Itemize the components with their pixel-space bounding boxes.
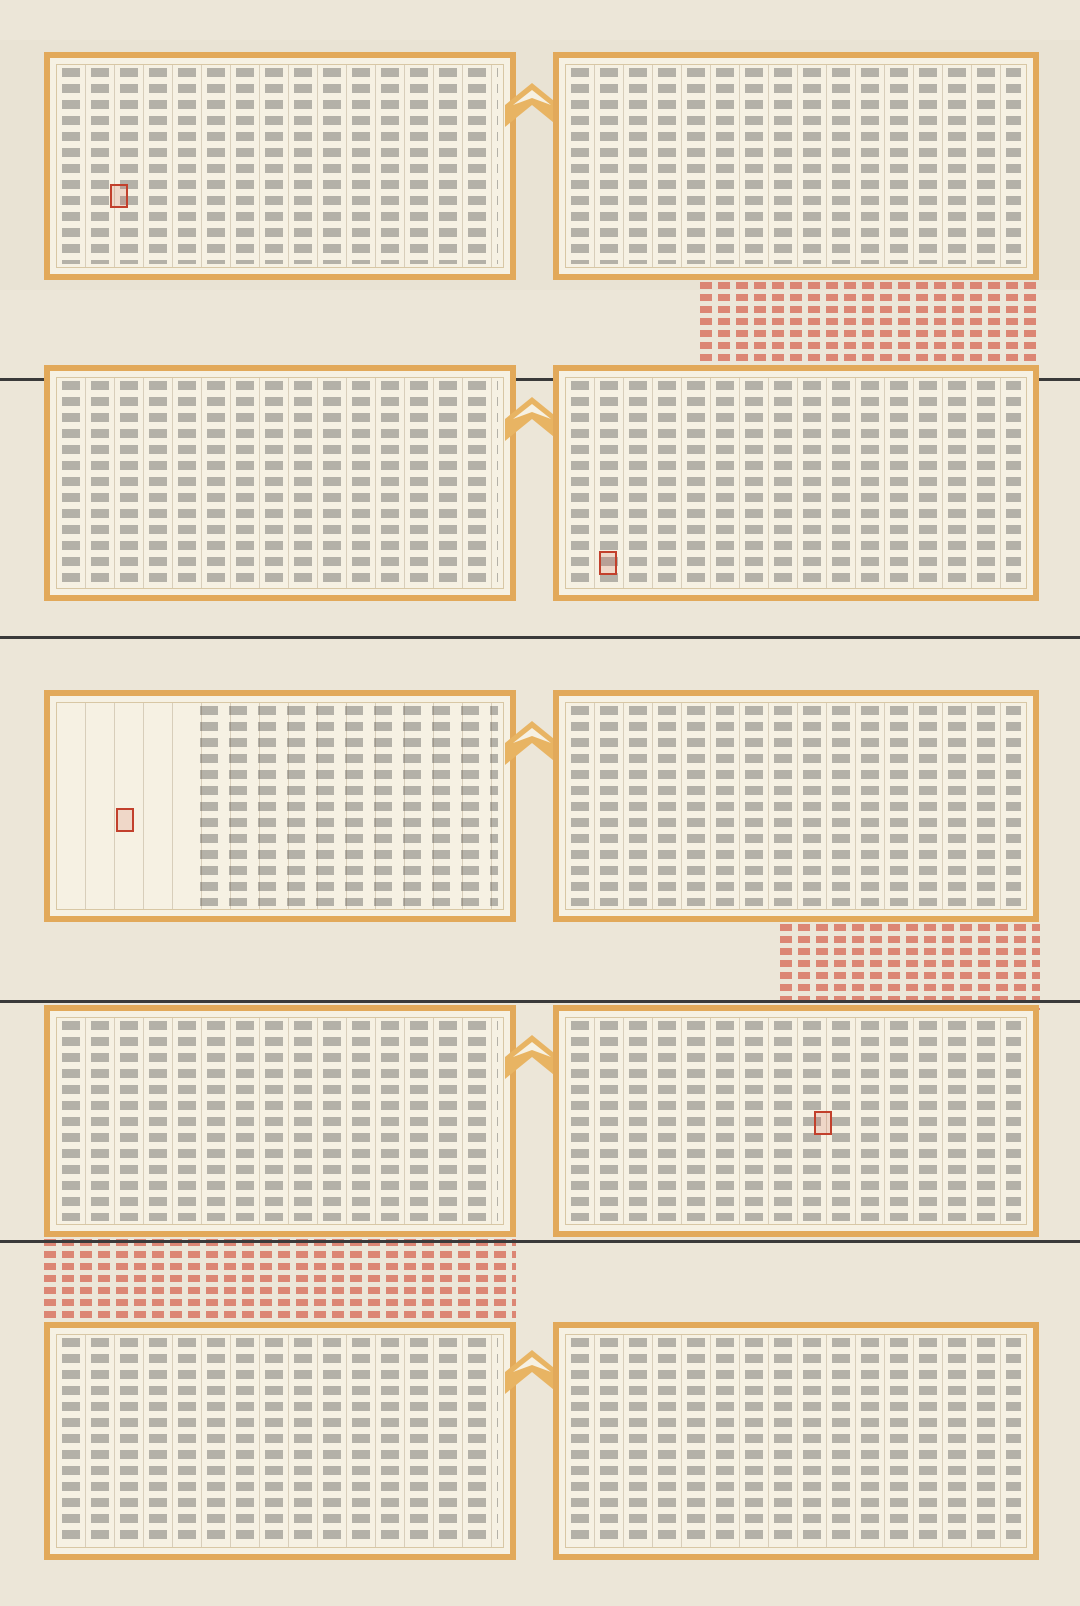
panel-row1-left [44,52,516,280]
hinge-ornament-icon [505,716,559,770]
calligraphy-text-block [571,1021,1021,1221]
panel-row5-right [553,1322,1039,1560]
calligraphy-text-block [571,1338,1021,1544]
fold-divider [0,1000,1080,1003]
fold-divider [0,1240,1080,1243]
seal-stamp-icon [814,1111,832,1135]
hinge-ornament-icon [505,392,559,446]
panel-row1-right [553,52,1039,280]
red-annotation-block [780,924,1040,1010]
panel-row4-right [553,1005,1039,1237]
calligraphy-text-block [571,706,1021,906]
hinge-ornament-icon [505,1030,559,1084]
calligraphy-text-block [200,706,498,906]
calligraphy-text-block [62,381,498,585]
calligraphy-text-block [62,1338,498,1544]
fold-divider [0,636,1080,639]
seal-stamp-icon [599,551,617,575]
panel-row2-right [553,365,1039,601]
seal-stamp-icon [110,184,128,208]
hinge-ornament-icon [505,1345,559,1399]
panel-row3-left [44,690,516,922]
red-annotation-block [44,1239,516,1321]
red-annotation-block [700,282,1040,376]
calligraphy-text-block [62,68,498,264]
panel-row4-left [44,1005,516,1237]
calligraphy-text-block [62,1021,498,1221]
calligraphy-text-block [571,381,1021,585]
seal-stamp-icon [116,808,134,832]
calligraphy-text-block [571,68,1021,264]
panel-row2-left [44,365,516,601]
hinge-ornament-icon [505,78,559,132]
panel-row3-right [553,690,1039,922]
panel-row5-left [44,1322,516,1560]
